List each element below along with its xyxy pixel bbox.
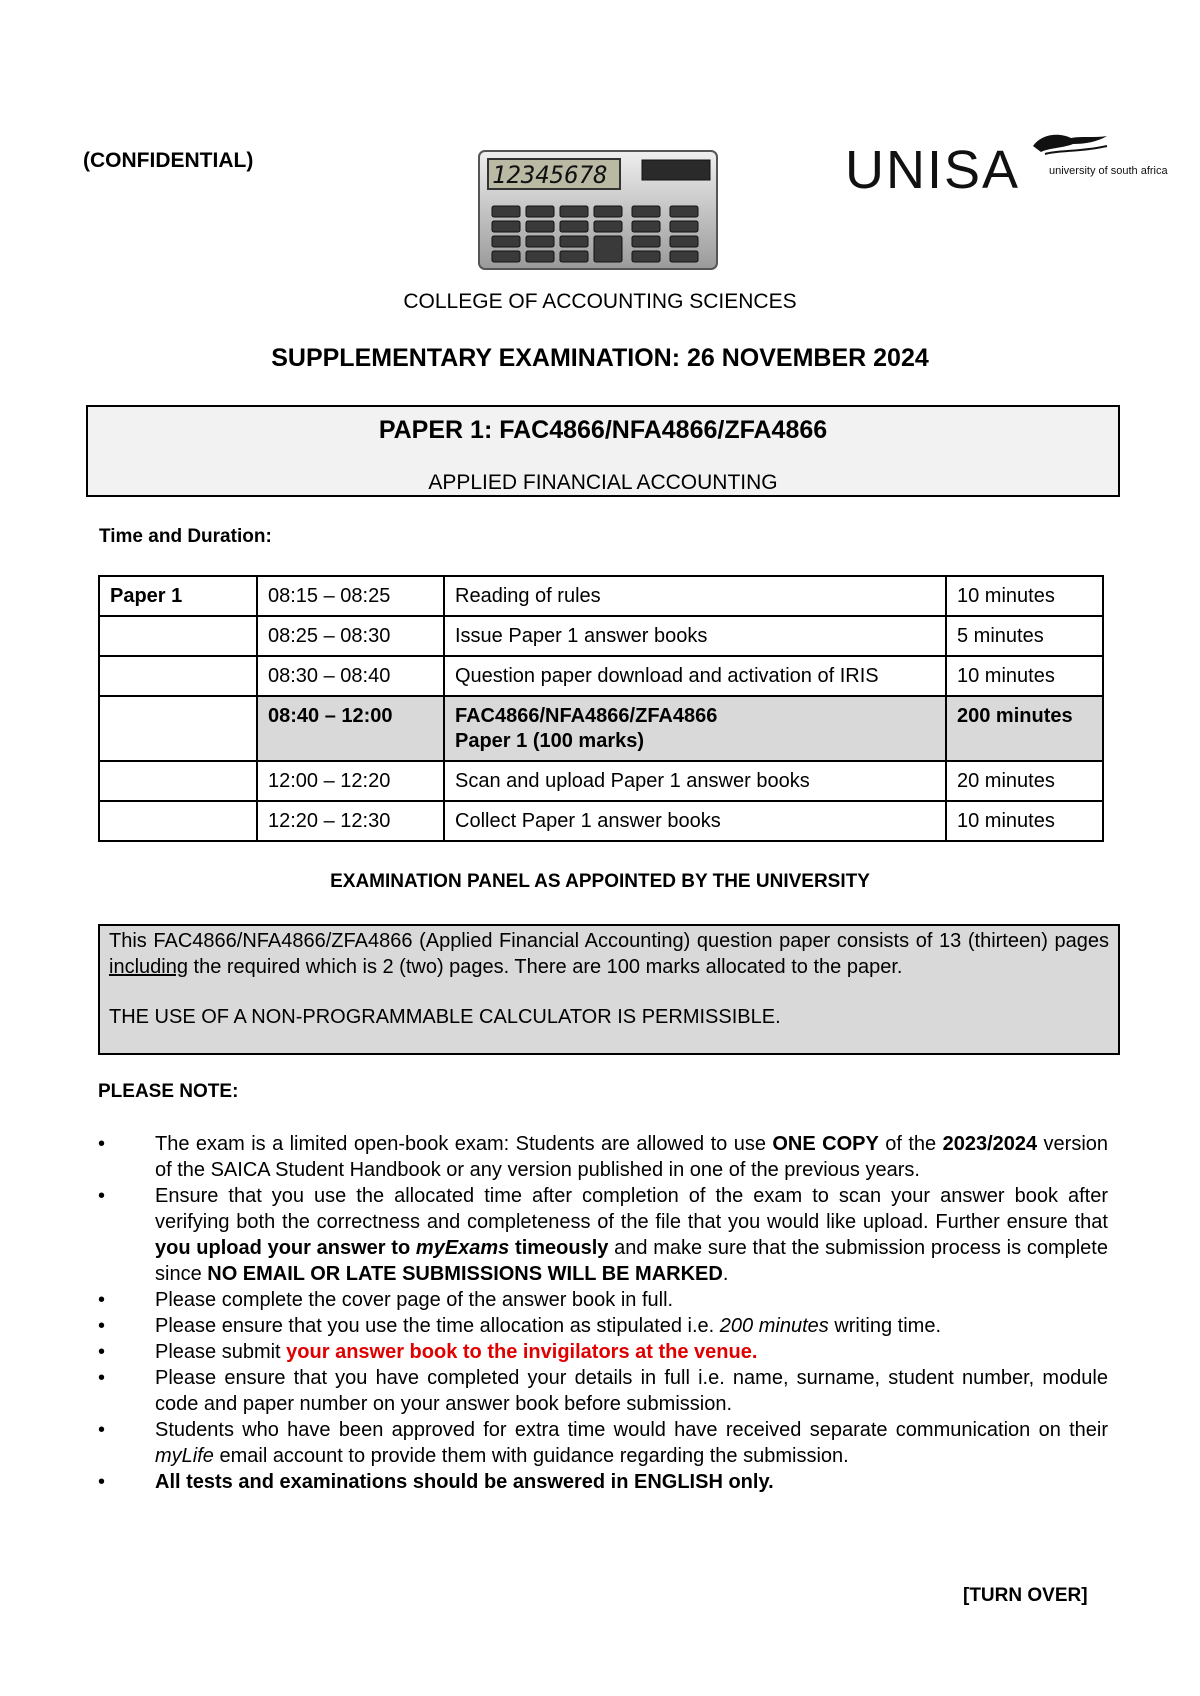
schedule-activity-line2: Paper 1 (100 marks)	[455, 730, 645, 752]
list-item: • The exam is a limited open-book exam: Students are allowed to use ONE COPY of the 2023/2024 version of the SAICA Student Handbook or any version published in one of the previous years.	[98, 1133, 1109, 1181]
paper-subject: APPLIED FINANCIAL ACCOUNTING	[428, 471, 778, 494]
schedule-duration: 10 minutes	[946, 801, 1103, 841]
schedule-activity: Collect Paper 1 answer books	[444, 801, 946, 841]
list-item: • Please submit your answer book to the invigilators at the venue.	[98, 1341, 758, 1363]
bullet: •	[98, 1367, 106, 1389]
schedule-time: 12:20 – 12:30	[257, 801, 444, 841]
schedule-label	[99, 801, 257, 841]
calculator-display: 12345678	[492, 161, 608, 189]
schedule-duration: 10 minutes	[946, 656, 1103, 696]
bullet: •	[98, 1471, 106, 1493]
schedule-activity-line1: FAC4866/NFA4866/ZFA4866	[455, 705, 718, 727]
table-row	[99, 656, 1103, 696]
panel-heading: EXAMINATION PANEL AS APPOINTED BY THE UNIVERSITY	[330, 871, 870, 892]
confidential-label: (CONFIDENTIAL)	[83, 149, 254, 172]
schedule-label	[99, 656, 257, 696]
calculator-notice: THE USE OF A NON-PROGRAMMABLE CALCULATOR IS PERMISSIBLE.	[109, 1006, 781, 1028]
schedule-label: Paper 1	[99, 576, 257, 616]
calculator-icon	[478, 150, 718, 270]
schedule-label	[99, 761, 257, 801]
bullet: •	[98, 1315, 106, 1337]
schedule-duration: 10 minutes	[946, 576, 1103, 616]
college-name: COLLEGE OF ACCOUNTING SCIENCES	[403, 290, 797, 313]
notes-list	[98, 1131, 1108, 1495]
paper-box	[86, 405, 1120, 497]
table-row	[99, 801, 1103, 841]
table-row	[99, 761, 1103, 801]
schedule-time: 08:15 – 08:25	[257, 576, 444, 616]
list-item: • Please complete the cover page of the answer book in full.	[98, 1289, 674, 1311]
bullet: •	[98, 1289, 106, 1311]
schedule-duration: 20 minutes	[946, 761, 1103, 801]
time-duration-heading: Time and Duration:	[99, 526, 272, 547]
turn-over-label: [TURN OVER]	[963, 1585, 1088, 1606]
red-highlight-text: your answer book to the invigilators at the venue.	[286, 1341, 758, 1363]
bullet: •	[98, 1341, 106, 1363]
info-underlined: including	[109, 956, 188, 978]
unisa-logo-text: UNISA	[845, 140, 1021, 200]
paper-code: PAPER 1: FAC4866/NFA4866/ZFA4866	[378, 416, 828, 444]
bullet: •	[98, 1185, 106, 1207]
list-item: • All tests and examinations should be answered in ENGLISH only.	[98, 1471, 774, 1493]
list-item: • Please ensure that you have completed your details in full i.e. name, surname, student number, module code and paper number on your answer book before submission.	[98, 1367, 1108, 1415]
unisa-logo-sub: university of south africa	[1049, 165, 1168, 177]
bullet: •	[98, 1419, 106, 1441]
info-text: the required which is 2 (two) pages. There are 100 marks allocated to the paper.	[187, 956, 903, 978]
schedule-activity: Question paper download and activation of IRIS	[444, 656, 946, 696]
schedule-activity: Issue Paper 1 answer books	[444, 616, 946, 656]
info-box	[98, 924, 1120, 1055]
schedule-duration: 5 minutes	[946, 616, 1103, 656]
table-row-highlighted	[99, 696, 1103, 761]
schedule-table	[98, 575, 1104, 842]
schedule-label	[99, 616, 257, 656]
bullet: •	[98, 1133, 106, 1155]
schedule-activity: Reading of rules	[444, 576, 946, 616]
schedule-time: 08:25 – 08:30	[257, 616, 444, 656]
table-row	[99, 576, 1103, 616]
schedule-time: 08:40 – 12:00	[257, 696, 444, 761]
info-paragraph	[109, 928, 1109, 980]
exam-title: SUPPLEMENTARY EXAMINATION: 26 NOVEMBER 2024	[271, 344, 929, 372]
schedule-time: 08:30 – 08:40	[257, 656, 444, 696]
list-item: • Ensure that you use the allocated time after completion of the exam to scan your answer book after verifying both the correctness and completeness of the file that you would like upload. Further ensure that you upload your answer to myExams timeously and make sure that the submission process is complete since NO EMAIL OR LATE SUBMISSIONS WILL BE MARKED.	[98, 1185, 1108, 1285]
schedule-activity: Scan and upload Paper 1 answer books	[444, 761, 946, 801]
list-item: • Students who have been approved for extra time would have received separate communication on their myLife email account to provide them with guidance regarding the submission.	[98, 1419, 1108, 1467]
table-row	[99, 616, 1103, 656]
schedule-duration: 200 minutes	[946, 696, 1103, 761]
list-item: • Please ensure that you use the time allocation as stipulated i.e. 200 minutes writing time.	[98, 1315, 942, 1337]
schedule-time: 12:00 – 12:20	[257, 761, 444, 801]
schedule-activity	[444, 696, 946, 761]
info-text: This FAC4866/NFA4866/ZFA4866 (Applied Financial Accounting) question paper consists of 13 (thirteen) pages	[109, 930, 1109, 952]
please-note-heading: PLEASE NOTE:	[98, 1081, 239, 1102]
unisa-logo	[845, 128, 1168, 200]
schedule-label	[99, 696, 257, 761]
